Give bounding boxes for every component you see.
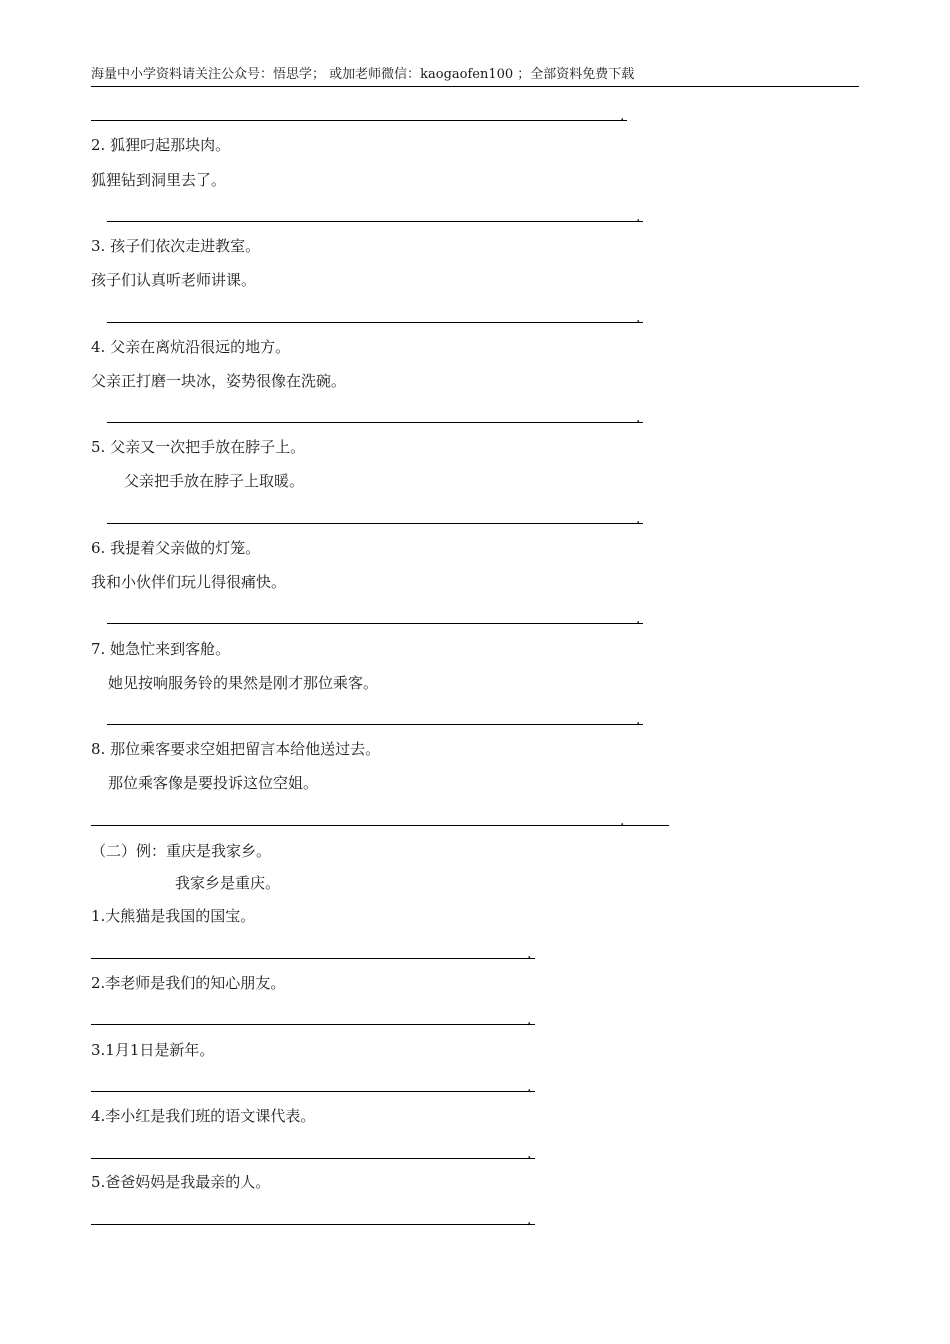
answer-line[interactable] [107, 201, 643, 225]
question-line-2: 那位乘客像是要投诉这位空姐。 [108, 774, 319, 792]
question-line-2: 她见按响服务铃的果然是刚才那位乘客。 [108, 674, 379, 692]
answer-line[interactable] [91, 1071, 535, 1095]
question-line-1: 7. 她急忙来到客舱。 [91, 640, 231, 658]
section2-question: 2.李老师是我们的知心朋友。 [91, 974, 286, 992]
section2-question: 5.爸爸妈妈是我最亲的人。 [91, 1173, 271, 1191]
answer-line[interactable] [107, 402, 643, 426]
answer-line[interactable] [91, 1004, 535, 1028]
question-line-2: 父亲正打磨一块冰，姿势很像在洗碗。 [91, 372, 347, 390]
question-line-1: 3. 孩子们依次走进教室。 [91, 237, 261, 255]
answer-line[interactable] [107, 603, 643, 627]
section2-example-answer: 我家乡是重庆。 [175, 874, 281, 892]
answer-period: . [636, 310, 641, 326]
question-line-2: 父亲把手放在脖子上取暖。 [124, 472, 305, 490]
answer-period: . [527, 1079, 532, 1095]
answer-line[interactable] [91, 805, 669, 829]
answer-period: . [527, 946, 532, 962]
answer-period: . [527, 1212, 532, 1228]
answer-line[interactable] [107, 503, 643, 527]
section2-question: 4.李小红是我们班的语文课代表。 [91, 1107, 316, 1125]
section2-example: （二）例：重庆是我家乡。 [91, 842, 272, 860]
section2-question: 3.1月1日是新年。 [91, 1041, 215, 1059]
answer-period: . [636, 611, 641, 627]
section2-question: 1.大熊猫是我国的国宝。 [91, 907, 256, 925]
answer-period: . [527, 1012, 532, 1028]
answer-line[interactable] [91, 1204, 535, 1228]
answer-line[interactable] [107, 302, 643, 326]
page-header: 海量中小学资料请关注公众号：悟思学； 或加老师微信：kaogaofen100 ；全部资料免费下载 [91, 65, 859, 87]
answer-period: . [636, 511, 641, 527]
question-line-2: 孩子们认真听老师讲课。 [91, 271, 257, 289]
answer-period: . [620, 813, 625, 829]
answer-line[interactable] [91, 938, 535, 962]
answer-line[interactable] [107, 704, 643, 728]
answer-period: . [636, 410, 641, 426]
answer-period: . [636, 209, 641, 225]
answer-line[interactable] [91, 1138, 535, 1162]
question-line-1: 8. 那位乘客要求空姐把留言本给他送过去。 [91, 740, 381, 758]
question-line-1: 6. 我提着父亲做的灯笼。 [91, 539, 261, 557]
question-line-1: 4. 父亲在离炕沿很远的地方。 [91, 338, 291, 356]
question-line-1: 5. 父亲又一次把手放在脖子上。 [91, 438, 306, 456]
answer-line[interactable] [91, 100, 627, 124]
question-line-2: 狐狸钻到洞里去了。 [91, 171, 227, 189]
answer-period: . [620, 108, 625, 124]
question-line-1: 2. 狐狸叼起那块肉。 [91, 136, 231, 154]
answer-period: . [636, 712, 641, 728]
question-line-2: 我和小伙伴们玩儿得很痛快。 [91, 573, 287, 591]
answer-period: . [527, 1146, 532, 1162]
